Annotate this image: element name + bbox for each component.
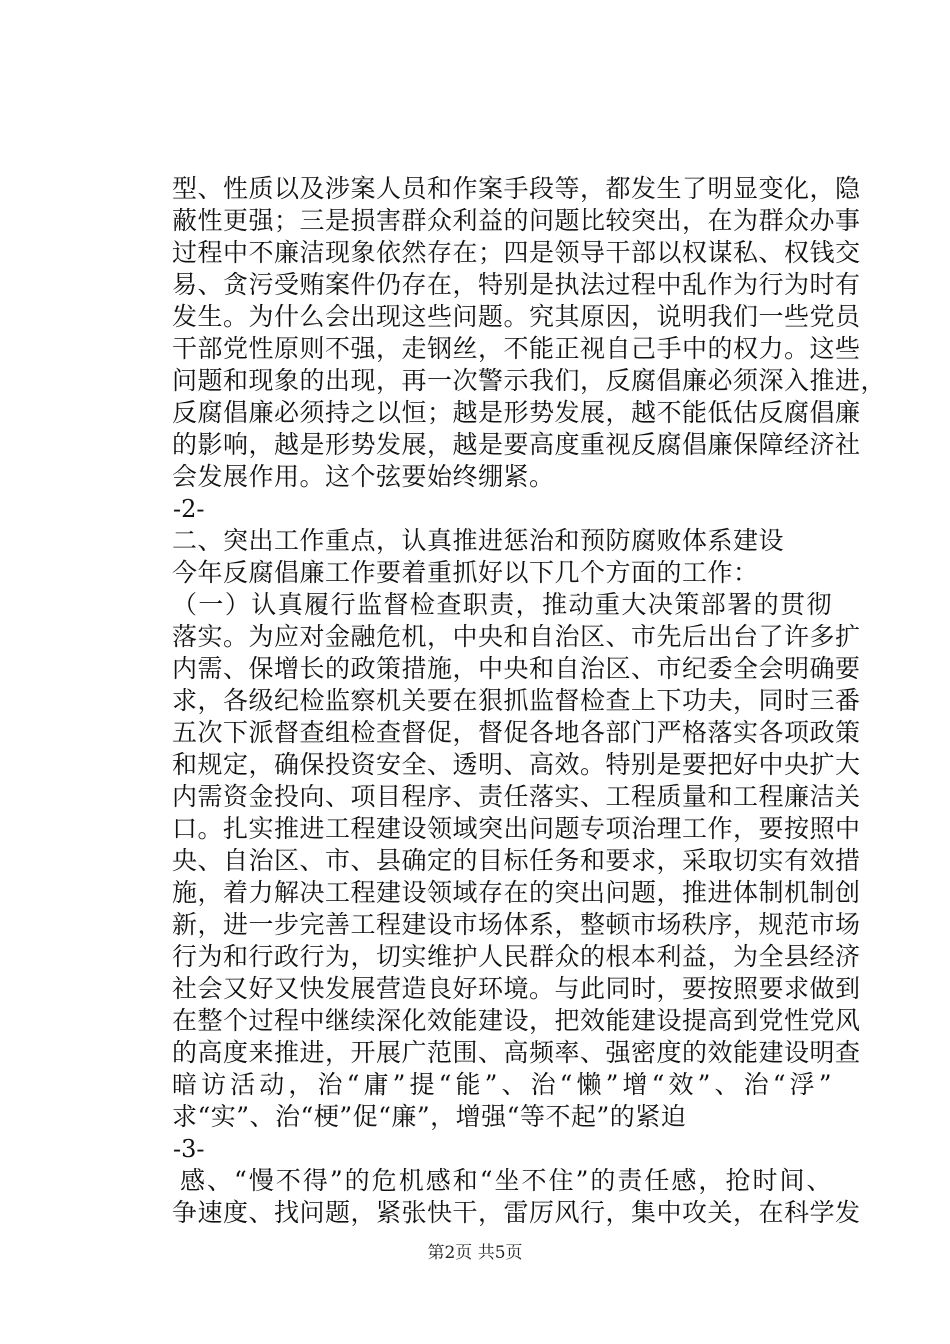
body-text-line: 在整个过程中继续深化效能建设，把效能建设提高到党性党风 xyxy=(172,1006,861,1035)
body-text-line: 干部党性原则不强，走钢丝，不能正视自己手中的权力。这些 xyxy=(172,334,861,363)
body-text-line: 的高度来推进，开展广范围、高频率、强密度的效能建设明查 xyxy=(172,1038,861,1067)
body-text-line: 今年反腐倡廉工作要着重抓好以下几个方面的工作： xyxy=(172,558,759,587)
body-text-line: 施，着力解决工程建设领域存在的突出问题，推进体制机制创 xyxy=(172,878,861,907)
body-text-line: 社会又好又快发展营造良好环境。与此同时，要按照要求做到 xyxy=(172,974,861,1003)
body-text-line: 五次下派督查组检查督促，督促各地各部门严格落实各项政策 xyxy=(172,718,861,747)
body-text-line: 争速度、找问题，紧张快干，雷厉风行，集中攻关，在科学发 xyxy=(172,1198,861,1227)
body-text-line: 蔽性更强；三是损害群众利益的问题比较突出，在为群众办事 xyxy=(172,206,861,235)
body-text-line: 落实。为应对金融危机，中央和自治区、市先后出台了许多扩 xyxy=(172,622,861,651)
body-text-line: 新，进一步完善工程建设市场体系，整顿市场秩序，规范市场 xyxy=(172,910,861,939)
body-text-line: 央、自治区、市、县确定的目标任务和要求，采取切实有效措 xyxy=(172,846,861,875)
body-text-line: 口。扎实推进工程建设领域突出问题专项治理工作，要按照中 xyxy=(172,814,861,843)
body-text-line: 内需资金投向、项目程序、责任落实、工程质量和工程廉洁关 xyxy=(172,782,861,811)
body-text-line: 感、“慢不得”的危机感和“坐不住”的责任感，抢时间、 xyxy=(180,1166,832,1195)
body-text-line: 发生。为什么会出现这些问题。究其原因，说明我们一些党员 xyxy=(172,302,861,331)
body-text-line: 内需、保增长的政策措施，中央和自治区、市纪委全会明确要 xyxy=(172,654,861,683)
body-text-line: 暗访活动，治“庸”提“能”、治“懒”增“效”、治“浮” xyxy=(172,1070,832,1099)
body-text-line: 的影响，越是形势发展，越是要高度重视反腐倡廉保障经济社 xyxy=(172,430,861,459)
body-text-line: 过程中不廉洁现象依然存在；四是领导干部以权谋私、权钱交 xyxy=(172,238,861,267)
body-text-line: 问题和现象的出现，再一次警示我们，反腐倡廉必须深入推进， xyxy=(172,366,887,395)
body-text-line: 易、贪污受贿案件仍存在，特别是执法过程中乱作为行为时有 xyxy=(172,270,861,299)
body-text-line: 和规定，确保投资安全、透明、高效。特别是要把好中央扩大 xyxy=(172,750,861,779)
page-marker: -3- xyxy=(173,1135,205,1163)
body-text-line: 型、性质以及涉案人员和作案手段等，都发生了明显变化，隐 xyxy=(172,174,861,203)
page-marker: -2- xyxy=(173,495,205,523)
subsection-heading: （一）认真履行监督检查职责，推动重大决策部署的贯彻 xyxy=(172,590,832,619)
body-text-line: 反腐倡廉必须持之以恒；越是形势发展，越不能低估反腐倡廉 xyxy=(172,398,861,427)
body-text-line: 求，各级纪检监察机关要在狠抓监督检查上下功夫，同时三番 xyxy=(172,686,861,715)
body-text-line: 会发展作用。这个弦要始终绷紧。 xyxy=(172,462,555,491)
page-footer: 第2页 共5页 xyxy=(427,1243,523,1263)
body-text-line: 行为和行政行为，切实维护人民群众的根本利益，为全县经济 xyxy=(172,942,861,971)
body-text-line: 求“实”、治“梗”促“廉”，增强“等不起”的紧迫 xyxy=(172,1102,687,1131)
section-heading: 二、突出工作重点，认真推进惩治和预防腐败体系建设 xyxy=(172,526,785,555)
